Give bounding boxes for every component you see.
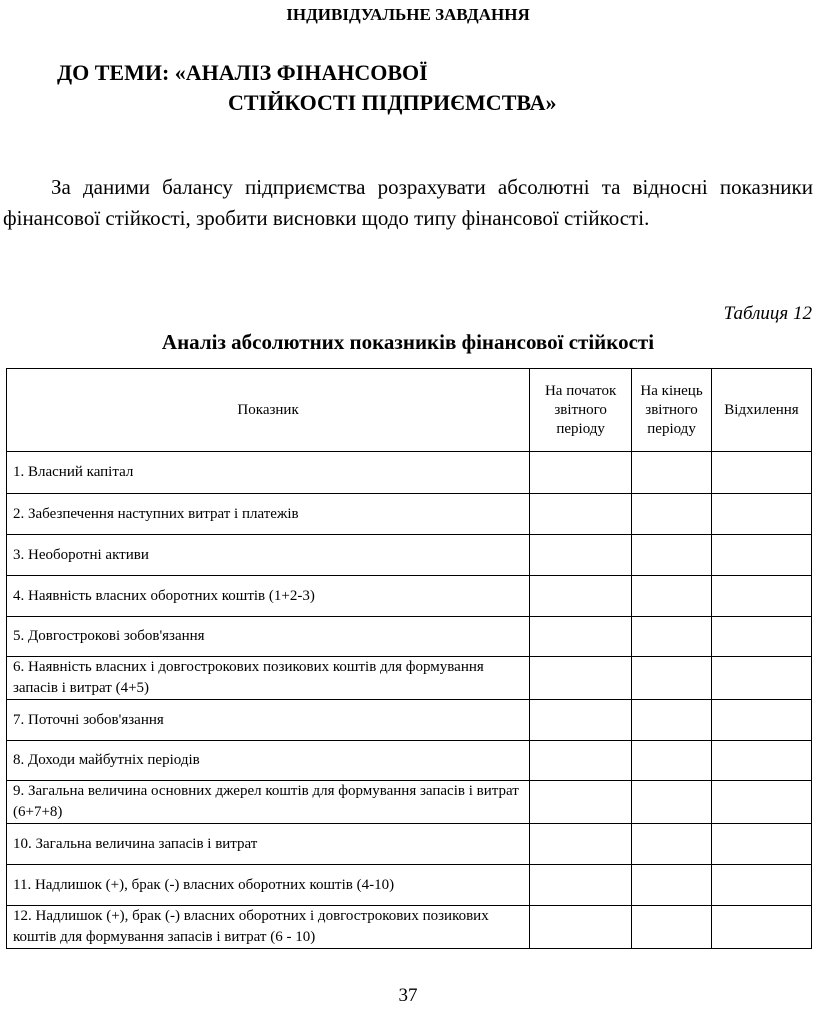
value-cell[interactable] (530, 700, 632, 741)
table-row (7, 576, 812, 617)
value-cell[interactable] (530, 741, 632, 781)
indicator-label: 3. Необоротні активи (7, 535, 530, 576)
value-cell[interactable] (712, 494, 812, 535)
value-cell[interactable] (632, 494, 712, 535)
value-cell[interactable] (632, 576, 712, 617)
table-row (7, 824, 812, 865)
indicator-label: 9. Загальна величина основних джерел коштів для формування запасів і витрат (6+7+8) (7, 781, 530, 824)
value-cell[interactable] (712, 535, 812, 576)
value-cell[interactable] (530, 657, 632, 700)
value-cell[interactable] (712, 824, 812, 865)
column-header: На кінець звітного періоду (632, 369, 712, 452)
indicator-label: 12. Надлишок (+), брак (-) власних оборотних і довгострокових позикових коштів для формування запасів і витрат (6 - 10) (7, 906, 530, 949)
value-cell[interactable] (530, 576, 632, 617)
indicator-label: 7. Поточні зобов'язання (7, 700, 530, 741)
indicator-label: 4. Наявність власних оборотних коштів (1+2-3) (7, 576, 530, 617)
indicator-label: 5. Довгострокові зобов'язання (7, 617, 530, 657)
value-cell[interactable] (632, 824, 712, 865)
value-cell[interactable] (530, 906, 632, 949)
column-header: Відхилення (712, 369, 812, 452)
value-cell[interactable] (632, 906, 712, 949)
table-row (7, 781, 812, 824)
value-cell[interactable] (530, 535, 632, 576)
value-cell[interactable] (712, 452, 812, 494)
task-text: За даними балансу підприємства розрахувати абсолютні та відносні показники фінансової стійкості, зробити висновки щодо типу фінансової стійкості. (3, 175, 813, 230)
table-row (7, 700, 812, 741)
table-row (7, 617, 812, 657)
table-row (7, 865, 812, 906)
value-cell[interactable] (632, 452, 712, 494)
indicators-table (6, 368, 812, 949)
indicator-label: 2. Забезпечення наступних витрат і платежів (7, 494, 530, 535)
value-cell[interactable] (712, 576, 812, 617)
table-row (7, 452, 812, 494)
table-title: Аналіз абсолютних показників фінансової стійкості (161, 330, 655, 354)
page-number: 37 (398, 985, 418, 1006)
value-cell[interactable] (530, 865, 632, 906)
table-row (7, 535, 812, 576)
value-cell[interactable] (530, 494, 632, 535)
indicator-label: 10. Загальна величина запасів і витрат (7, 824, 530, 865)
value-cell[interactable] (712, 741, 812, 781)
table-caption: Таблиця 12 (723, 303, 812, 324)
indicator-label: 1. Власний капітал (7, 452, 530, 494)
table-row (7, 657, 812, 700)
table-row (7, 741, 812, 781)
topic-heading-line1: ДО ТЕМИ: «АНАЛІЗ ФІНАНСОВОЇ (57, 60, 428, 85)
value-cell[interactable] (712, 700, 812, 741)
table-row (7, 906, 812, 949)
indicator-label: 8. Доходи майбутніх періодів (7, 741, 530, 781)
value-cell[interactable] (632, 535, 712, 576)
value-cell[interactable] (712, 617, 812, 657)
value-cell[interactable] (530, 781, 632, 824)
value-cell[interactable] (712, 781, 812, 824)
indicator-label: 6. Наявність власних і довгострокових позикових коштів для формування запасів і витрат (4+5) (7, 657, 530, 700)
assignment-heading: ІНДИВІДУАЛЬНЕ ЗАВДАННЯ (286, 5, 530, 24)
value-cell[interactable] (632, 617, 712, 657)
value-cell[interactable] (530, 452, 632, 494)
table-row (7, 494, 812, 535)
column-header: Показник (7, 369, 530, 452)
indicator-label: 11. Надлишок (+), брак (-) власних оборотних коштів (4-10) (7, 865, 530, 906)
value-cell[interactable] (632, 781, 712, 824)
column-header: На початок звітного періоду (530, 369, 632, 452)
value-cell[interactable] (712, 906, 812, 949)
value-cell[interactable] (712, 865, 812, 906)
value-cell[interactable] (632, 657, 712, 700)
value-cell[interactable] (632, 741, 712, 781)
value-cell[interactable] (632, 865, 712, 906)
value-cell[interactable] (632, 700, 712, 741)
value-cell[interactable] (530, 824, 632, 865)
value-cell[interactable] (530, 617, 632, 657)
topic-heading-line2: СТІЙКОСТІ ПІДПРИЄМСТВА» (228, 90, 557, 115)
value-cell[interactable] (712, 657, 812, 700)
